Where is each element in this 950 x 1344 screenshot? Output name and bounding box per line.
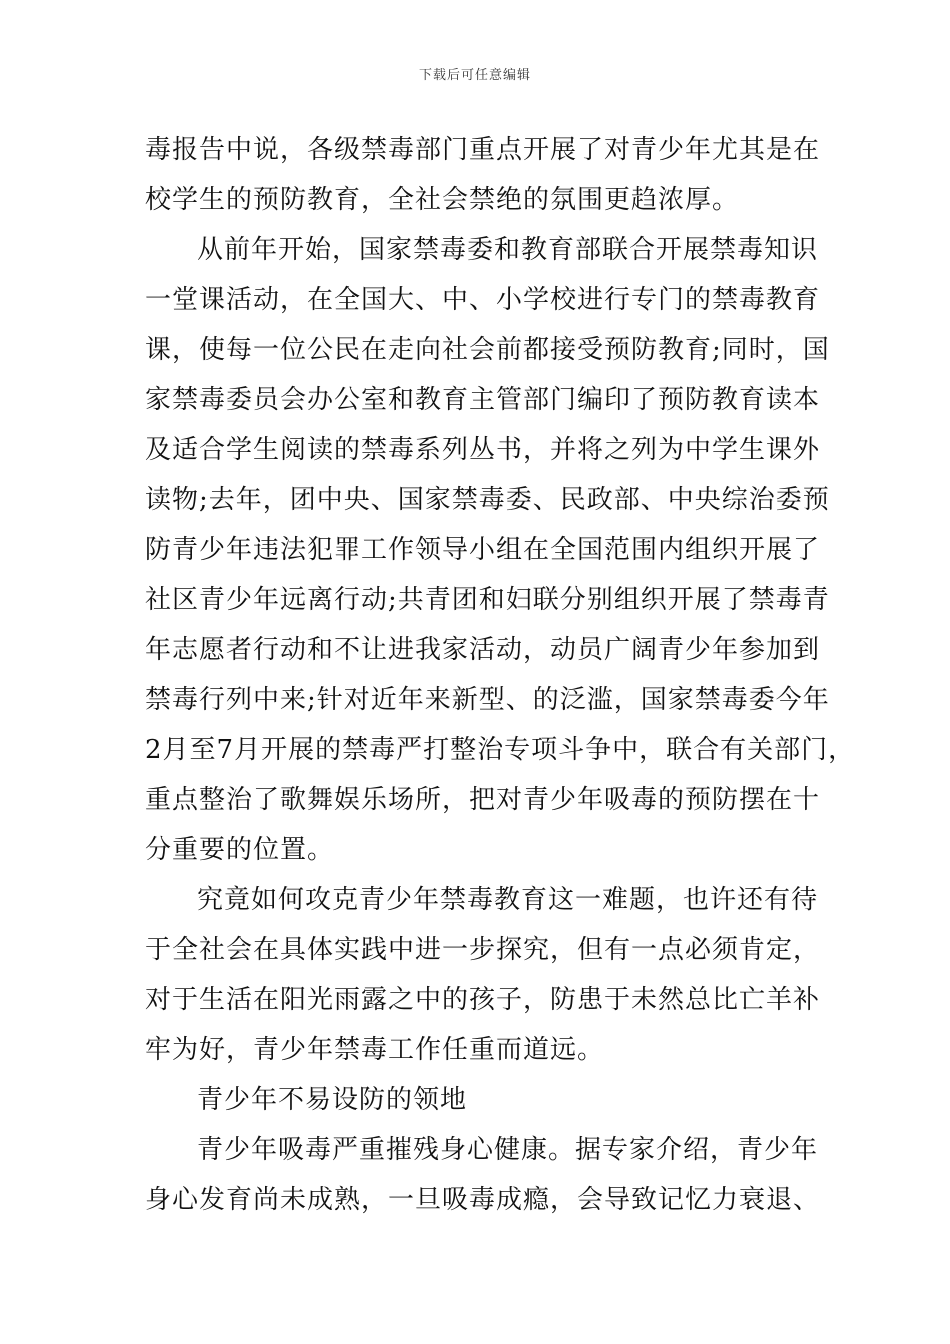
text-line: 2月至7月开展的禁毒严打整治专项斗争中，联合有关部门， (145, 735, 856, 765)
text-line: 青少年吸毒严重摧残身心健康。据专家介绍，青少年 (197, 1135, 819, 1165)
text-line: 从前年开始，国家禁毒委和教育部联合开展禁毒知识 (197, 235, 819, 265)
text-line: 防青少年违法犯罪工作领导小组在全国范围内组织开展了 (145, 535, 821, 565)
text-line: 家禁毒委员会办公室和教育主管部门编印了预防教育读本 (145, 385, 821, 415)
text-line: 及适合学生阅读的禁毒系列丛书，并将之列为中学生课外 (145, 435, 821, 465)
text-line: 读物;去年，团中央、国家禁毒委、民政部、中央综治委预 (145, 485, 830, 515)
text-line: 禁毒行列中来;针对近年来新型、的泛滥，国家禁毒委今年 (145, 685, 830, 715)
text-line: 身心发育尚未成熟，一旦吸毒成瘾，会导致记忆力衰退、 (145, 1185, 821, 1215)
text-line: 一堂课活动，在全国大、中、小学校进行专门的禁毒教育 (145, 285, 821, 315)
section-heading: 青少年不易设防的领地 (197, 1085, 468, 1115)
text-line: 毒报告中说，各级禁毒部门重点开展了对青少年尤其是在 (145, 135, 821, 165)
text-line: 牢为好，青少年禁毒工作任重而道远。 (145, 1035, 605, 1065)
text-line: 社区青少年远离行动;共青团和妇联分别组织开展了禁毒青 (145, 585, 830, 615)
text-line: 年志愿者行动和不让进我家活动，动员广阔青少年参加到 (145, 635, 821, 665)
text-line: 校学生的预防教育，全社会禁绝的氛围更趋浓厚。 (145, 185, 740, 215)
text-line: 分重要的位置。 (145, 835, 335, 865)
text-line: 究竟如何攻克青少年禁毒教育这一难题，也许还有待 (197, 885, 819, 915)
text-line: 对于生活在阳光雨露之中的孩子，防患于未然总比亡羊补 (145, 985, 821, 1015)
text-line: 课，使每一位公民在走向社会前都接受预防教育;同时，国 (145, 335, 830, 365)
page-header: 下载后可任意编辑 (418, 68, 531, 83)
text-line: 于全社会在具体实践中进一步探究，但有一点必须肯定， (145, 935, 821, 965)
text-line: 重点整治了歌舞娱乐场所，把对青少年吸毒的预防摆在十 (145, 785, 821, 815)
